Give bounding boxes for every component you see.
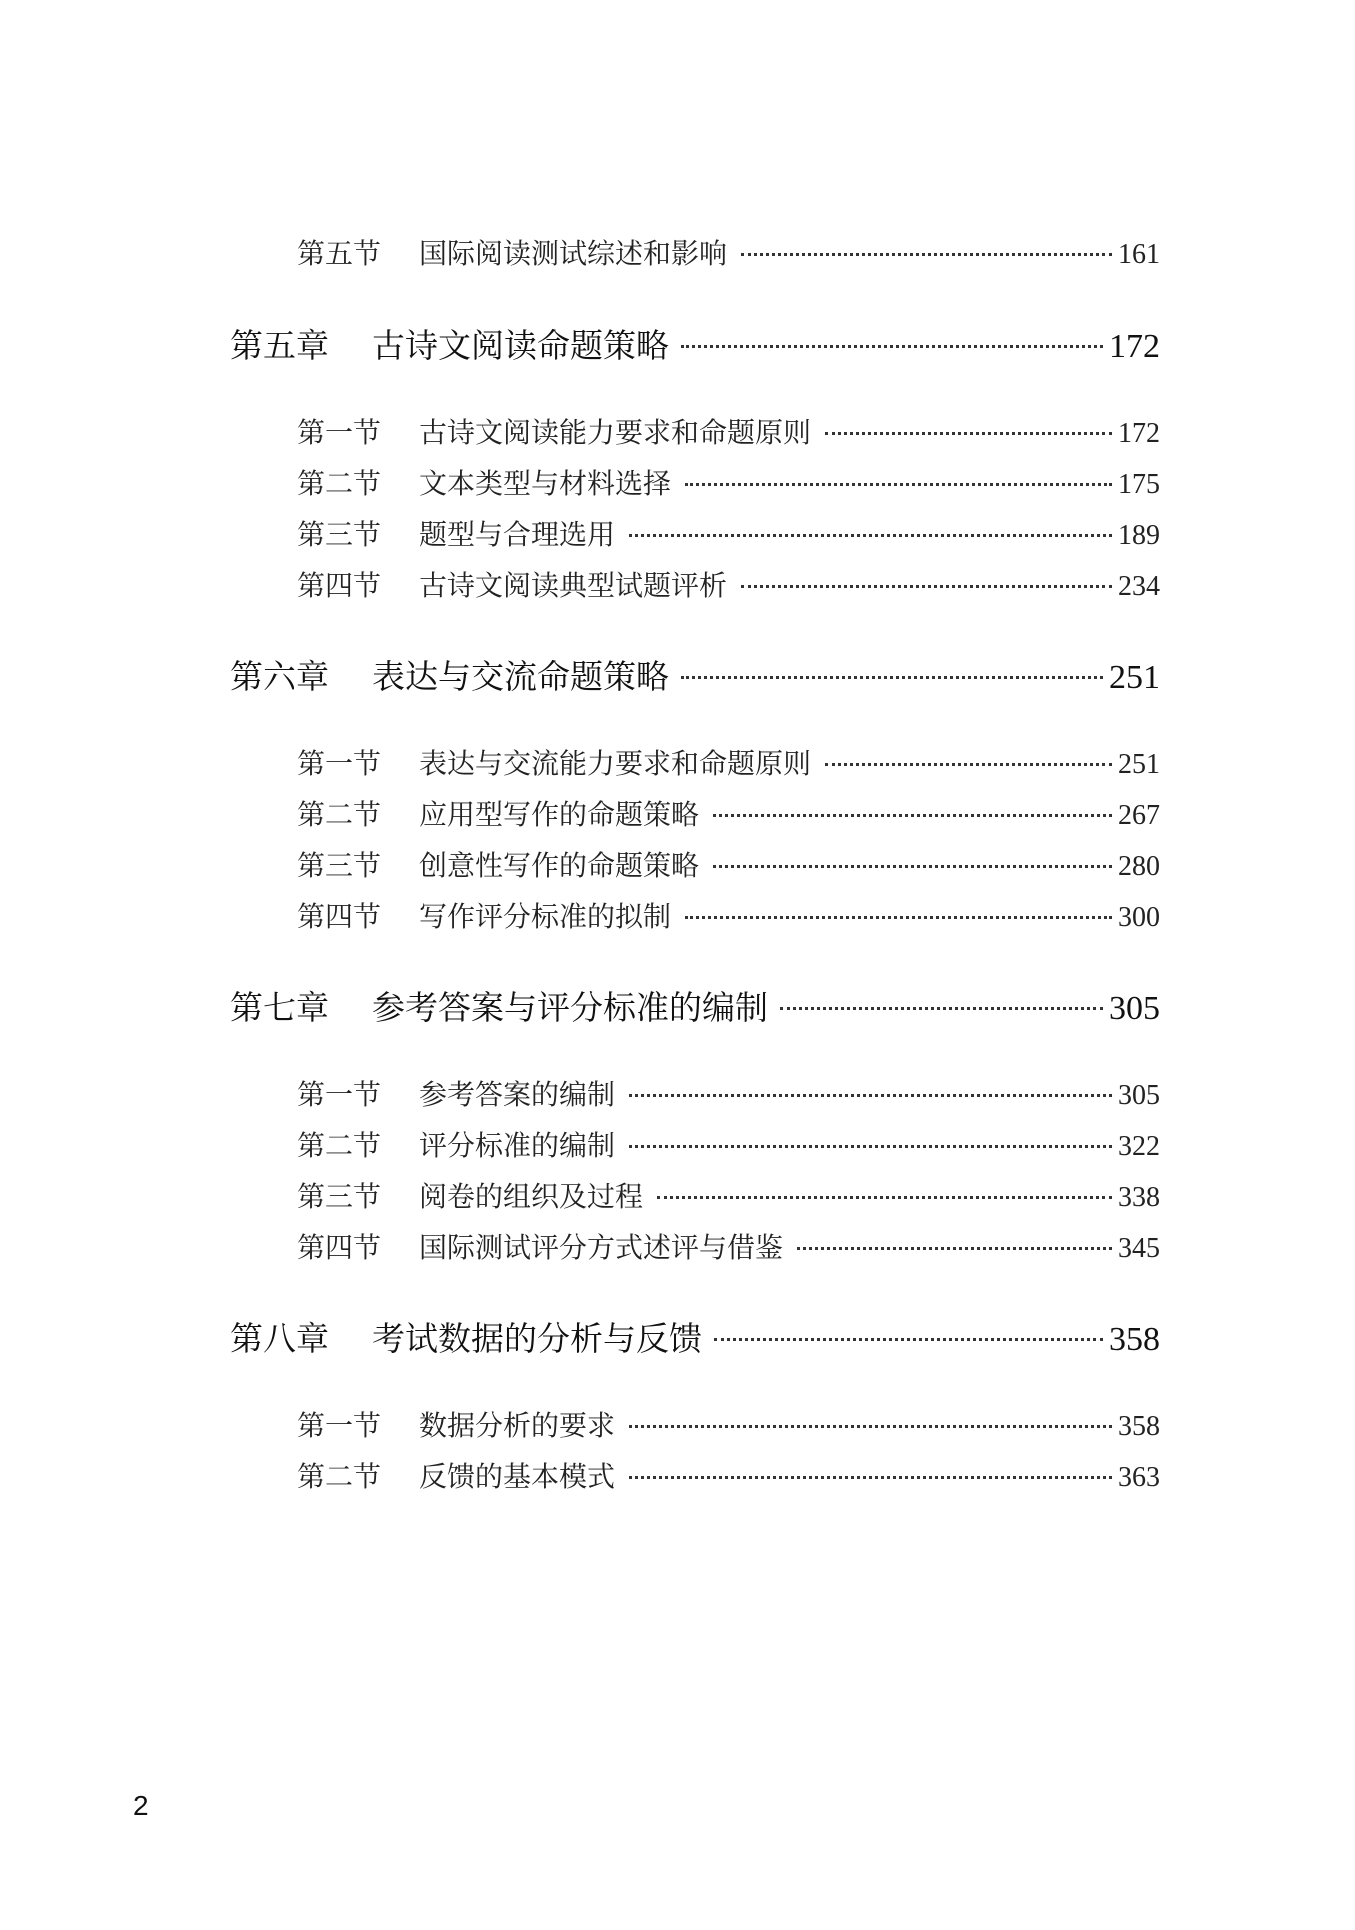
toc-chapter-entry bbox=[230, 651, 1160, 698]
dot-leader bbox=[681, 345, 1103, 348]
section-label: 第三节 bbox=[297, 1180, 382, 1213]
toc-section-entry bbox=[297, 232, 1160, 272]
chapter-page-number: 172 bbox=[1109, 328, 1160, 365]
chapter-page-number: 251 bbox=[1109, 659, 1160, 696]
section-title: 参考答案的编制 bbox=[419, 1078, 616, 1111]
dot-leader bbox=[629, 1476, 1112, 1479]
section-title: 文本类型与材料选择 bbox=[419, 467, 672, 500]
chapter-label: 第五章 bbox=[230, 326, 329, 365]
dot-leader bbox=[825, 763, 1112, 766]
toc-section-entry bbox=[297, 793, 1160, 833]
dot-leader bbox=[741, 585, 1112, 588]
toc-section-entry bbox=[297, 462, 1160, 502]
section-label: 第三节 bbox=[297, 518, 382, 551]
dot-leader bbox=[629, 1145, 1112, 1148]
section-page-number: 267 bbox=[1118, 800, 1160, 831]
section-page-number: 300 bbox=[1118, 902, 1160, 933]
toc-section-entry bbox=[297, 1124, 1160, 1164]
chapter-label: 第六章 bbox=[230, 657, 329, 696]
chapter-title: 古诗文阅读命题策略 bbox=[372, 326, 669, 365]
dot-leader bbox=[797, 1247, 1112, 1250]
chapter-title: 参考答案与评分标准的编制 bbox=[372, 988, 768, 1027]
section-title: 评分标准的编制 bbox=[419, 1129, 616, 1162]
section-title: 反馈的基本模式 bbox=[419, 1460, 616, 1493]
chapter-title: 考试数据的分析与反馈 bbox=[372, 1319, 702, 1358]
toc-section-entry bbox=[297, 1073, 1160, 1113]
dot-leader bbox=[629, 1094, 1112, 1097]
section-page-number: 280 bbox=[1118, 851, 1160, 882]
section-page-number: 161 bbox=[1118, 239, 1160, 270]
section-title: 数据分析的要求 bbox=[419, 1409, 616, 1442]
chapter-label: 第八章 bbox=[230, 1319, 329, 1358]
toc-section-entry bbox=[297, 513, 1160, 553]
dot-leader bbox=[825, 432, 1112, 435]
toc-section-entry bbox=[297, 1455, 1160, 1495]
toc-section-entry bbox=[297, 1226, 1160, 1266]
section-page-number: 251 bbox=[1118, 749, 1160, 780]
toc-section-entry bbox=[297, 895, 1160, 935]
section-page-number: 358 bbox=[1118, 1411, 1160, 1442]
section-title: 古诗文阅读能力要求和命题原则 bbox=[419, 416, 812, 449]
section-title: 写作评分标准的拟制 bbox=[419, 900, 672, 933]
section-label: 第一节 bbox=[297, 747, 382, 780]
dot-leader bbox=[714, 1338, 1103, 1341]
section-title: 题型与合理选用 bbox=[419, 518, 616, 551]
section-label: 第一节 bbox=[297, 1409, 382, 1442]
toc-section-entry bbox=[297, 411, 1160, 451]
dot-leader bbox=[681, 676, 1103, 679]
section-label: 第五节 bbox=[297, 237, 382, 270]
section-title: 应用型写作的命题策略 bbox=[419, 798, 700, 831]
dot-leader bbox=[629, 534, 1112, 537]
section-label: 第四节 bbox=[297, 569, 382, 602]
section-label: 第二节 bbox=[297, 1460, 382, 1493]
dot-leader bbox=[685, 483, 1112, 486]
dot-leader bbox=[685, 916, 1112, 919]
section-title: 阅卷的组织及过程 bbox=[419, 1180, 644, 1213]
dot-leader bbox=[713, 814, 1112, 817]
toc-section-entry bbox=[297, 742, 1160, 782]
chapter-page-number: 358 bbox=[1109, 1321, 1160, 1358]
toc-section-entry bbox=[297, 1175, 1160, 1215]
section-page-number: 363 bbox=[1118, 1462, 1160, 1493]
section-page-number: 189 bbox=[1118, 520, 1160, 551]
section-label: 第一节 bbox=[297, 416, 382, 449]
toc-section-entry bbox=[297, 844, 1160, 884]
section-page-number: 305 bbox=[1118, 1080, 1160, 1111]
section-label: 第二节 bbox=[297, 798, 382, 831]
chapter-label: 第七章 bbox=[230, 988, 329, 1027]
section-label: 第三节 bbox=[297, 849, 382, 882]
section-page-number: 172 bbox=[1118, 418, 1160, 449]
section-title: 创意性写作的命题策略 bbox=[419, 849, 700, 882]
page-number: 2 bbox=[133, 1790, 149, 1821]
dot-leader bbox=[780, 1007, 1103, 1010]
dot-leader bbox=[657, 1196, 1112, 1199]
toc-chapter-entry bbox=[230, 1313, 1160, 1360]
section-title: 表达与交流能力要求和命题原则 bbox=[419, 747, 812, 780]
section-title: 国际测试评分方式述评与借鉴 bbox=[419, 1231, 784, 1264]
section-page-number: 234 bbox=[1118, 571, 1160, 602]
section-title: 国际阅读测试综述和影响 bbox=[419, 237, 728, 270]
section-page-number: 322 bbox=[1118, 1131, 1160, 1162]
section-page-number: 338 bbox=[1118, 1182, 1160, 1213]
toc-chapter-entry bbox=[230, 320, 1160, 367]
chapter-page-number: 305 bbox=[1109, 990, 1160, 1027]
section-page-number: 345 bbox=[1118, 1233, 1160, 1264]
section-page-number: 175 bbox=[1118, 469, 1160, 500]
section-label: 第四节 bbox=[297, 1231, 382, 1264]
section-title: 古诗文阅读典型试题评析 bbox=[419, 569, 728, 602]
section-label: 第一节 bbox=[297, 1078, 382, 1111]
toc-section-entry bbox=[297, 564, 1160, 604]
toc-section-entry bbox=[297, 1404, 1160, 1444]
section-label: 第四节 bbox=[297, 900, 382, 933]
dot-leader bbox=[629, 1425, 1112, 1428]
toc-chapter-entry bbox=[230, 982, 1160, 1029]
section-label: 第二节 bbox=[297, 1129, 382, 1162]
dot-leader bbox=[713, 865, 1112, 868]
chapter-title: 表达与交流命题策略 bbox=[372, 657, 669, 696]
dot-leader bbox=[741, 253, 1112, 256]
section-label: 第二节 bbox=[297, 467, 382, 500]
